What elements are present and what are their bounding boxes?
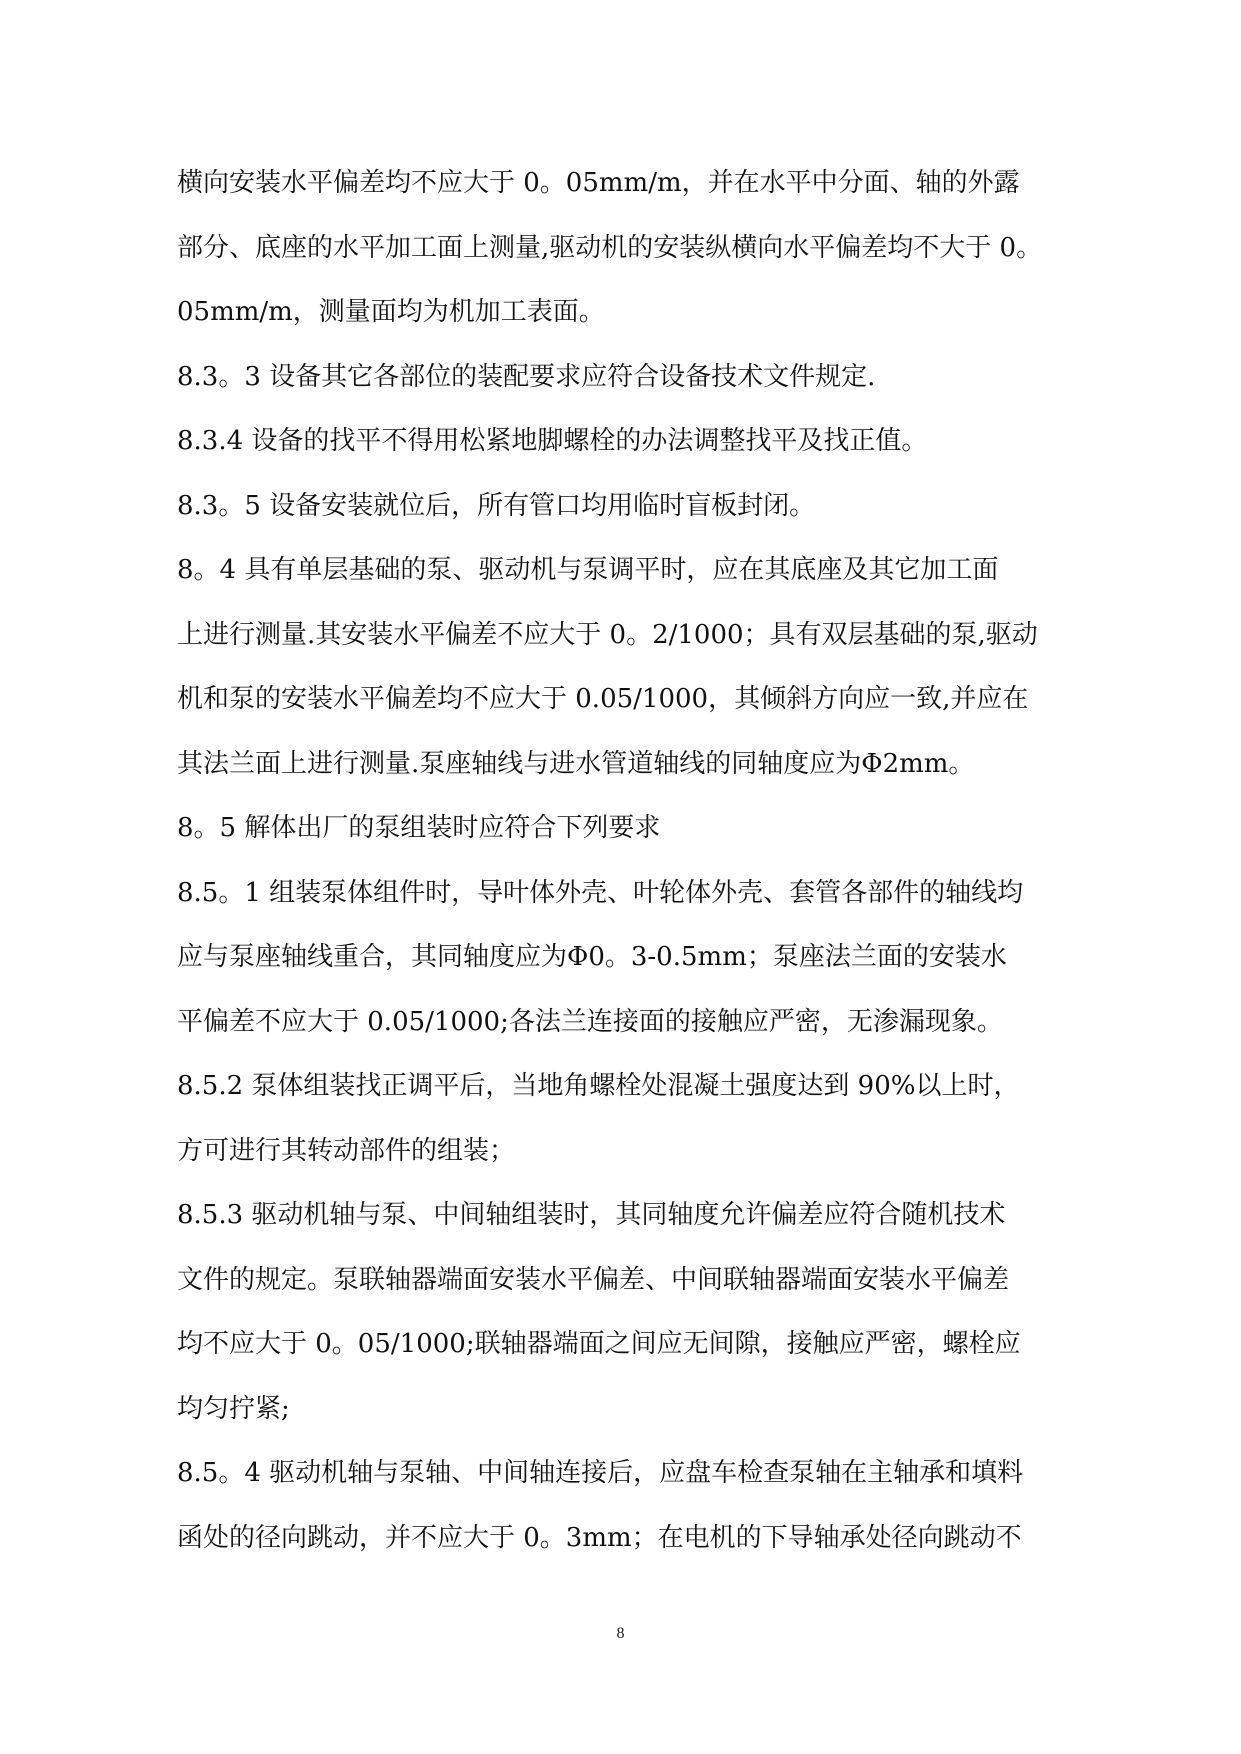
text-line: 8.3。3 设备其它各部位的装配要求应符合设备技术文件规定. <box>177 361 876 392</box>
text-line: 均匀拧紧; <box>177 1393 290 1424</box>
page-number: 8 <box>616 1625 625 1642</box>
text-line: 文件的规定。泵联轴器端面安装水平偏差、中间联轴器端面安装水平偏差 <box>177 1264 1010 1295</box>
text-line: 8.5.3 驱动机轴与泵、中间轴组装时，其同轴度允许偏差应符合随机技术 <box>177 1200 1006 1230</box>
text-line: 8.5。4 驱动机轴与泵轴、中间轴连接后，应盘车检查泵轴在主轴承和填料 <box>177 1458 1024 1488</box>
text-line: 8。5 解体出厂的泵组装时应符合下列要求 <box>177 813 661 843</box>
text-line: 函处的径向跳动，并不应大于 0。3mm；在电机的下导轴承处径向跳动不 <box>177 1522 1022 1553</box>
text-line: 方可进行其转动部件的组装； <box>177 1135 516 1166</box>
text-line: 8。4 具有单层基础的泵、驱动机与泵调平时，应在其底座及其它加工面 <box>177 555 999 585</box>
text-line: 上进行测量.其安装水平偏差不应大于 0。2/1000；具有双层基础的泵,驱动 <box>177 619 1038 650</box>
text-line: 05mm/m，测量面均为机加工表面。 <box>177 297 605 327</box>
text-line: 8.5。1 组装泵体组件时，导叶体外壳、叶轮体外壳、套管各部件的轴线均 <box>177 877 1024 908</box>
text-line: 均不应大于 0。05/1000;联轴器端面之间应无间隙，接触应严密，螺栓应 <box>177 1329 1021 1359</box>
text-line: 部分、底座的水平加工面上测量,驱动机的安装纵横向水平偏差均不大于 0。 <box>177 232 1043 263</box>
document-body <box>177 158 1097 1577</box>
text-line: 应与泵座轴线重合，其同轴度应为Φ0。3-0.5mm；泵座法兰面的安装水 <box>177 942 1007 972</box>
text-line: 8.3.4 设备的找平不得用松紧地脚螺栓的办法调整找平及找正值。 <box>177 426 928 456</box>
text-line: 8.3。5 设备安装就位后，所有管口均用临时盲板封闭。 <box>177 490 816 521</box>
text-line: 8.5.2 泵体组装找正调平后，当地角螺栓处混凝土强度达到 90%以上时， <box>177 1071 1020 1101</box>
text-line: 平偏差不应大于 0.05/1000;各法兰连接面的接触应严密，无渗漏现象。 <box>177 1006 1003 1037</box>
text-line: 其法兰面上进行测量.泵座轴线与进水管道轴线的同轴度应为Φ2mm。 <box>177 748 975 779</box>
text-line: 横向安装水平偏差均不应大于 0。05mm/m，并在水平中分面、轴的外露 <box>177 168 1020 198</box>
text-line: 机和泵的安装水平偏差均不应大于 0.05/1000，其倾斜方向应一致,并应在 <box>177 684 1029 714</box>
